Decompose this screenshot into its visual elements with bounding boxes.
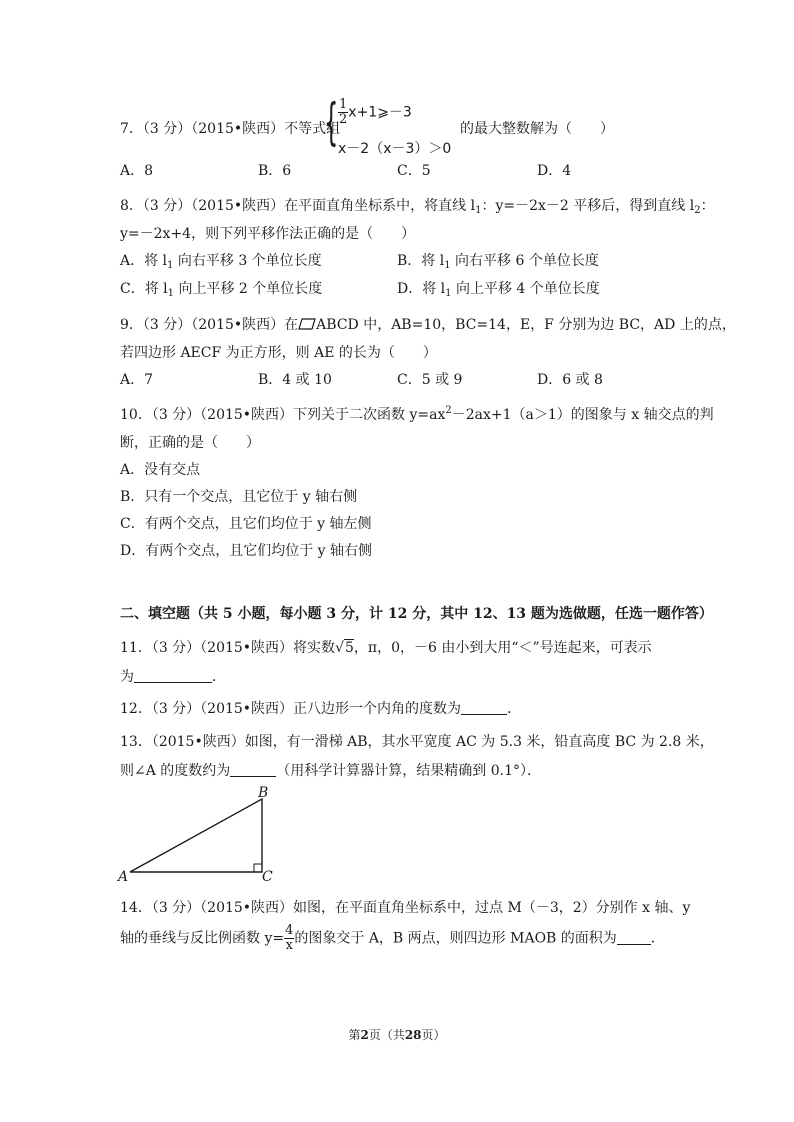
q9-option-a: A．7 [120, 372, 154, 388]
q10-sup: 2 [445, 405, 452, 416]
q11-line2 [120, 666, 226, 686]
parallelogram-icon [298, 318, 316, 330]
q14-answer-blank[interactable] [617, 930, 651, 945]
q8-a-pre: A．将 l [120, 253, 168, 269]
q7-option-b: B．6 [258, 163, 292, 179]
q11-answer-blank[interactable] [134, 668, 212, 683]
q10-line2: 断，正确的是（ ） [120, 435, 260, 451]
footer-mid: 页（共 [368, 1028, 405, 1042]
q11-line1-post: ，π，0，－6 由小到大用“＜”号连起来，可表示 [353, 640, 652, 656]
q8-line1-c: ： [700, 198, 715, 214]
q11-line2-post: ． [212, 669, 226, 685]
q14-frac-den: x [285, 938, 293, 953]
q9-line1-post: ABCD 中，AB=10，BC=14，E，F 分别为边 BC，AD 上的点， [316, 317, 736, 333]
q7-prefix: 7．（3 分）（2015•陕西）不等式组 [120, 121, 341, 137]
right-angle-marker [254, 864, 262, 872]
q13-line2-post: （用科学计算器计算，结果精确到 0.1°）． [276, 763, 542, 779]
q10-option-b: B．只有一个交点，且它位于 y 轴右侧 [120, 489, 358, 505]
q9-option-d: D．6 或 8 [537, 372, 603, 388]
q9-line1 [120, 314, 736, 334]
q7-frac-num: 1 [339, 97, 348, 112]
q8-option-c [120, 278, 322, 299]
q7-frac-den: 2 [339, 112, 348, 127]
triangle-abc [130, 799, 262, 872]
q10-line1-pre: 10．（3 分）（2015•陕西）下列关于二次函数 y=ax [120, 407, 446, 423]
q11-line1 [120, 637, 652, 657]
q8-a-sub: 1 [167, 260, 174, 271]
q8-line2: y=－2x+4，则下列平移作法正确的是（ ） [120, 226, 416, 242]
q9-option-b: B．4 或 10 [258, 372, 332, 388]
q7-option-d: D．4 [537, 163, 572, 179]
q8-line1-b: ：y=－2x－2 平移后，得到直线 l [481, 198, 695, 214]
q14-line2 [120, 924, 665, 953]
q8-a-post: 向右平移 3 个单位长度 [173, 253, 322, 269]
q8-d-post: 向上平移 4 个单位长度 [451, 281, 600, 297]
page-footer [0, 1026, 794, 1043]
vertex-label-c: C [262, 869, 273, 885]
q9-option-c: C．5 或 9 [397, 372, 463, 388]
q13-answer-blank[interactable] [230, 762, 276, 777]
q10-line1 [120, 404, 714, 424]
q14-end: ． [650, 930, 665, 947]
q10-option-a: A．没有交点 [120, 462, 201, 478]
q7-eq1 [338, 98, 412, 127]
q10-option-d: D．有两个交点，且它们均位于 y 轴右侧 [120, 543, 373, 559]
q13-line1: 13．（2015•陕西）如图，有一滑梯 AB，其水平宽度 AC 为 5.3 米，铅直高度 BC 为 2.8 米， [120, 734, 714, 750]
sqrt-symbol: √5 [335, 640, 354, 656]
q8-option-a [120, 250, 322, 271]
q8-d-sub: 1 [445, 288, 452, 299]
q8-sub-1: 1 [475, 205, 482, 216]
q10-option-c: C．有两个交点，且它们均位于 y 轴左侧 [120, 516, 372, 532]
q8-option-d [397, 278, 600, 299]
q7-suffix: 的最大整数解为（ ） [460, 121, 614, 137]
q11-radicand: 5 [344, 640, 354, 656]
q7-eq1-fraction [338, 98, 348, 127]
system-brace: { [324, 93, 339, 151]
footer-pre: 第 [348, 1028, 361, 1042]
footer-post: 页） [421, 1028, 446, 1042]
vertex-label-b: B [258, 785, 269, 801]
footer-total-pages: 28 [404, 1028, 422, 1042]
q14-line1: 14．（3 分）（2015•陕西）如图，在平面直角坐标系中，过点 M（－3，2）分别作 x 轴、y [120, 900, 691, 916]
q14-frac-num: 4 [285, 923, 294, 938]
q14-line2-pre: 轴的垂线与反比例函数 y= [120, 930, 285, 947]
q11-line1-pre: 11．（3 分）（2015•陕西）将实数 [120, 640, 336, 656]
q9-line2: 若四边形 AECF 为正方形，则 AE 的长为（ ） [120, 345, 437, 361]
q12-end: ． [507, 701, 522, 717]
q7-option-a: A．8 [120, 163, 154, 179]
q12-text: 12．（3 分）（2015•陕西）正八边形一个内角的度数为 [120, 701, 462, 717]
q8-c-sub: 1 [167, 288, 175, 299]
q8-sub-2: 2 [694, 205, 701, 216]
q14-line2-post: 的图象交于 A，B 两点，则四边形 MAOB 的面积为 [294, 930, 617, 947]
q8-c-pre: C．将 l [120, 281, 168, 297]
q8-c-post: 向上平移 2 个单位长度 [174, 281, 323, 297]
q8-option-b [397, 250, 599, 271]
q11-line2-pre: 为 [120, 669, 134, 685]
q13-line2 [120, 760, 541, 780]
q8-d-pre: D．将 l [397, 281, 446, 297]
section-2-title: 二、填空题（共 5 小题，每小题 3 分，计 12 分，其中 12、13 题为选做题，任选一题作答） [120, 606, 713, 622]
q8-line1-a: 8．（3 分）（2015•陕西）在平面直角坐标系中，将直线 l [120, 198, 476, 214]
q7-eq1-rest: x+1⩾－3 [348, 104, 412, 121]
q10-line1-post: －2ax+1（a＞1）的图象与 x 轴交点的判 [451, 407, 714, 423]
q8-line1 [120, 195, 715, 216]
q8-b-pre: B．将 l [397, 253, 445, 269]
q13-line2-pre: 则∠A 的度数约为 [120, 763, 231, 779]
q12-answer-blank[interactable] [461, 700, 507, 715]
q12-line [120, 698, 521, 718]
q9-line1-pre: 9．（3 分）（2015•陕西）在 [120, 317, 299, 333]
q7-option-c: C．5 [397, 163, 431, 179]
q8-b-sub: 1 [444, 260, 451, 271]
q7-eq2: x－2（x－3）＞0 [338, 141, 452, 157]
q8-b-post: 向右平移 6 个单位长度 [450, 253, 599, 269]
vertex-label-a: A [118, 869, 129, 885]
q14-fraction [284, 924, 294, 953]
footer-page-number: 2 [360, 1028, 369, 1042]
